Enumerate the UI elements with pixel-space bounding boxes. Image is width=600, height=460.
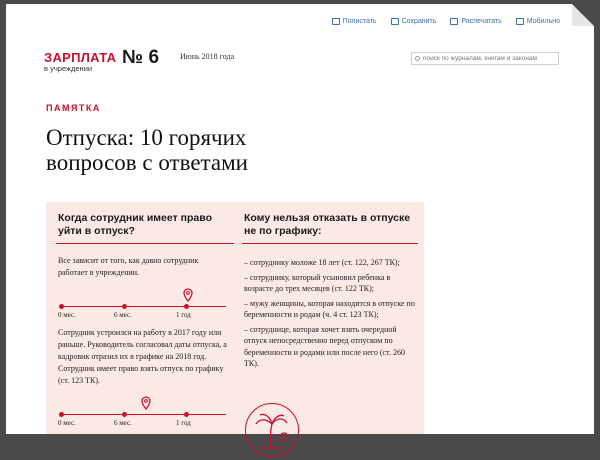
toolbar (332, 18, 560, 25)
location-pin-icon (141, 396, 151, 410)
flip-button[interactable] (332, 18, 377, 25)
timeline-label: 1 год (176, 311, 191, 319)
logo-subtitle: в учреждении (44, 64, 93, 73)
mobile-button[interactable] (516, 18, 560, 25)
timeline-label: 6 мес. (114, 419, 132, 427)
book-icon (332, 18, 340, 25)
article-title-line2: вопросов с ответами (46, 150, 248, 175)
vacation-palm-icon (245, 403, 299, 457)
timeline-label: 6 мес. (114, 311, 132, 319)
page-curl (572, 4, 594, 26)
timeline-line (61, 306, 226, 307)
timeline-dot (122, 412, 127, 417)
save-button[interactable] (391, 18, 437, 25)
search-placeholder: поиск по журналам, книгам и законам (423, 55, 537, 62)
list-item: – сотруднице, которая хочет взять очередной отпуск непосредственно перед отпуском по беременности и родами или после него (ст. 260 ТК). (244, 324, 405, 368)
timeline-dot (122, 304, 127, 309)
exceptions-list (244, 257, 420, 373)
timeline-line (61, 414, 226, 415)
issue-number: № 6 (122, 47, 160, 68)
search-icon (415, 56, 420, 61)
article-title (46, 125, 248, 175)
article-title-line1: Отпуска: 10 горячих (46, 125, 247, 150)
palm-tree-icon (246, 404, 297, 455)
timeline-dot (184, 304, 189, 309)
magazine-page (6, 4, 594, 434)
divider-left (56, 243, 234, 244)
timeline-label: 0 мес. (58, 311, 76, 319)
print-label: Распечатать (461, 18, 502, 25)
timeline-dot (59, 412, 64, 417)
answer-intro: Все зависит от того, как давно сотрудник работает в учреждении. (58, 256, 199, 277)
issue-date: Июнь 2018 года (180, 52, 235, 61)
list-item: – сотруднику моложе 18 лет (ст. 122, 267 ТК); (244, 258, 400, 267)
mobile-icon (516, 18, 524, 25)
search-input[interactable] (411, 52, 559, 65)
timeline-dot (59, 304, 64, 309)
question-1: Когда сотрудник имеет право уйти в отпуск? (58, 212, 212, 237)
timeline-2 (58, 402, 234, 426)
timeline-label: 0 мес. (58, 419, 76, 427)
magazine-logo[interactable] (44, 51, 116, 73)
list-item: – мужу женщины, которая находится в отпуске по беременности и родам (ч. 4 ст. 123 ТК); (244, 298, 415, 319)
timeline-dot (184, 412, 189, 417)
print-button[interactable] (450, 18, 501, 25)
location-pin-icon (183, 288, 193, 302)
list-item: – сотруднику, который усыновил ребенка в возрасте до трех месяцев (ст. 122 ТК); (244, 272, 391, 293)
mobile-label: Мобильно (526, 18, 560, 25)
infobox (46, 202, 424, 434)
answer-case-1: Сотрудник устроился на работу в 2017 году или раньше. Руководитель согласовал даты отпуска, а кадровик отразил их в графике на 2018 год. Сотрудник имеет право взять отпуск по графику (ст. 123 ТК). (58, 328, 227, 385)
save-label: Сохранить (401, 18, 437, 25)
flip-label: Полистать (342, 18, 377, 25)
question-2: Кому нельзя отказать в отпуске не по графику: (244, 212, 411, 237)
divider-right (242, 243, 418, 244)
logo-title: ЗАРПЛАТА (44, 50, 117, 65)
print-icon (450, 18, 458, 25)
save-icon (391, 18, 399, 25)
timeline-label: 1 год (176, 419, 191, 427)
timeline-1 (58, 294, 234, 318)
article-kicker: ПАМЯТКА (46, 103, 101, 113)
